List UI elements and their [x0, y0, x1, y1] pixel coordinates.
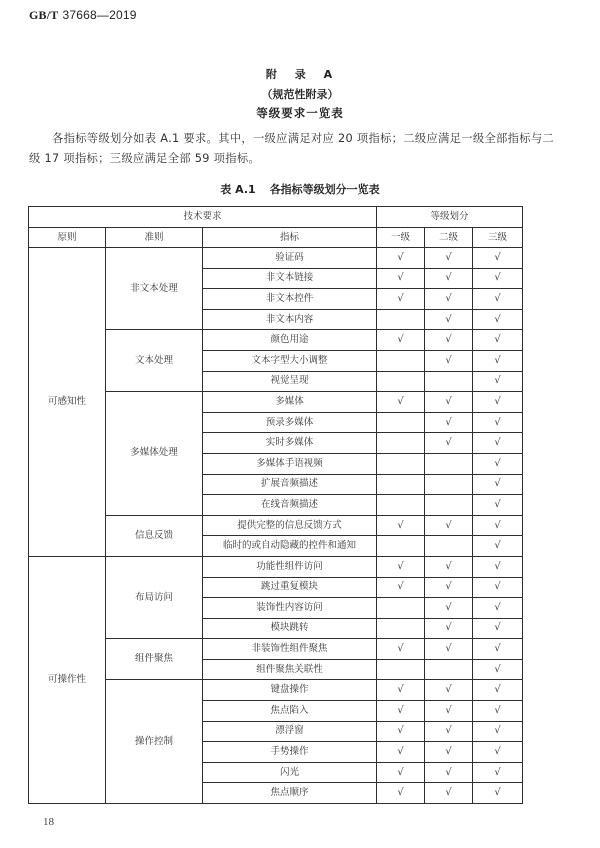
guideline-cell: 文本处理	[106, 330, 203, 392]
level-2-check-cell: √	[425, 248, 473, 269]
intro-paragraph: 各指标等级划分如表 A.1 要求。其中，一级应满足对应 20 项指标；二级应满足一级全部指标与二级 17 项指标；三级应满足全部 59 项指标。	[29, 132, 555, 165]
level-2-check-cell: √	[425, 762, 473, 783]
level-2-check-cell: √	[425, 515, 473, 536]
level-2-check-cell	[425, 453, 473, 474]
level-2-check-cell: √	[425, 433, 473, 454]
indicator-cell: 提供完整的信息反馈方式	[203, 515, 377, 536]
indicator-cell: 模块跳转	[203, 618, 377, 639]
col-header-level-2: 二级	[425, 228, 473, 248]
level-2-check-cell: √	[425, 742, 473, 763]
level-3-check-cell: √	[473, 453, 523, 474]
table-caption-number: 表 A.1	[220, 183, 256, 196]
level-2-check-cell	[425, 536, 473, 557]
level-2-check-cell: √	[425, 721, 473, 742]
level-3-check-cell: √	[473, 556, 523, 577]
indicator-cell: 焦点顺序	[203, 783, 377, 804]
level-1-check-cell: √	[377, 742, 425, 763]
level-3-check-cell: √	[473, 515, 523, 536]
level-3-check-cell: √	[473, 412, 523, 433]
level-2-check-cell: √	[425, 556, 473, 577]
level-3-check-cell: √	[473, 618, 523, 639]
level-1-check-cell: √	[377, 248, 425, 269]
indicator-cell: 临时的或自动隐藏的控件和通知	[203, 536, 377, 557]
level-3-check-cell: √	[473, 659, 523, 680]
level-3-check-cell: √	[473, 742, 523, 763]
indicator-cell: 扩展音频描述	[203, 474, 377, 495]
level-1-check-cell: √	[377, 762, 425, 783]
level-1-check-cell: √	[377, 289, 425, 310]
annex-name: 等级要求一览表	[256, 106, 344, 120]
level-2-check-cell: √	[425, 701, 473, 722]
guideline-cell: 信息反馈	[106, 515, 203, 556]
level-1-check-cell	[377, 309, 425, 330]
table-caption	[0, 181, 600, 197]
level-3-check-cell: √	[473, 474, 523, 495]
level-2-check-cell: √	[425, 289, 473, 310]
level-2-check-cell	[425, 659, 473, 680]
principle-cell: 可操作性	[29, 556, 106, 803]
level-2-check-cell	[425, 495, 473, 516]
level-1-check-cell	[377, 495, 425, 516]
level-3-check-cell: √	[473, 289, 523, 310]
level-1-check-cell	[377, 371, 425, 392]
level-1-check-cell	[377, 433, 425, 454]
header-grade-division: 等级划分	[377, 207, 523, 228]
level-2-check-cell: √	[425, 639, 473, 660]
level-1-check-cell	[377, 453, 425, 474]
level-2-check-cell: √	[425, 309, 473, 330]
indicator-cell: 实时多媒体	[203, 433, 377, 454]
indicator-cell: 预录多媒体	[203, 412, 377, 433]
level-1-check-cell	[377, 536, 425, 557]
level-2-check-cell: √	[425, 350, 473, 371]
indicator-cell: 非文本链接	[203, 268, 377, 289]
table-column-header-row	[29, 228, 523, 248]
level-1-check-cell: √	[377, 577, 425, 598]
standard-code	[29, 8, 137, 23]
level-1-check-cell	[377, 598, 425, 619]
level-3-check-cell: √	[473, 721, 523, 742]
level-2-check-cell: √	[425, 392, 473, 413]
level-2-check-cell: √	[425, 412, 473, 433]
standard-number: 37668—2019	[62, 8, 137, 22]
guideline-cell: 布局访问	[106, 556, 203, 638]
indicator-cell: 多媒体手语视频	[203, 453, 377, 474]
standard-prefix: GB/T	[29, 8, 59, 22]
table-caption-title: 各指标等级划分一览表	[269, 183, 380, 196]
indicator-cell: 文本字型大小调整	[203, 350, 377, 371]
level-1-check-cell: √	[377, 701, 425, 722]
guideline-cell: 组件聚焦	[106, 639, 203, 680]
col-header-indicator: 指标	[203, 228, 377, 248]
guideline-cell: 多媒体处理	[106, 392, 203, 516]
level-3-check-cell: √	[473, 495, 523, 516]
level-1-check-cell	[377, 350, 425, 371]
level-3-check-cell: √	[473, 598, 523, 619]
level-3-check-cell: √	[473, 762, 523, 783]
indicator-cell: 非装饰性组件聚焦	[203, 639, 377, 660]
indicator-cell: 焦点陷入	[203, 701, 377, 722]
level-2-check-cell: √	[425, 577, 473, 598]
level-3-check-cell: √	[473, 680, 523, 701]
annex-title: 附 录 A	[265, 68, 335, 81]
level-1-check-cell	[377, 412, 425, 433]
level-2-check-cell	[425, 371, 473, 392]
level-3-check-cell: √	[473, 433, 523, 454]
level-1-check-cell: √	[377, 556, 425, 577]
table-row	[29, 248, 523, 269]
level-2-check-cell: √	[425, 680, 473, 701]
level-1-check-cell	[377, 659, 425, 680]
level-1-check-cell	[377, 474, 425, 495]
indicator-cell: 视觉呈现	[203, 371, 377, 392]
indicator-cell: 漂浮窗	[203, 721, 377, 742]
level-3-check-cell: √	[473, 268, 523, 289]
level-1-check-cell: √	[377, 639, 425, 660]
indicator-cell: 装饰性内容访问	[203, 598, 377, 619]
level-2-check-cell: √	[425, 330, 473, 351]
indicator-cell: 组件聚焦关联性	[203, 659, 377, 680]
level-3-check-cell: √	[473, 783, 523, 804]
level-3-check-cell: √	[473, 309, 523, 330]
level-2-check-cell: √	[425, 618, 473, 639]
indicator-cell: 非文本内容	[203, 309, 377, 330]
indicator-cell: 在线音频描述	[203, 495, 377, 516]
col-header-level-3: 三级	[473, 228, 523, 248]
indicator-cell: 非文本控件	[203, 289, 377, 310]
page-number: 18	[43, 816, 54, 828]
indicator-cell: 键盘操作	[203, 680, 377, 701]
level-1-check-cell: √	[377, 515, 425, 536]
indicator-cell: 闪光	[203, 762, 377, 783]
level-3-check-cell: √	[473, 577, 523, 598]
level-1-check-cell	[377, 618, 425, 639]
indicator-cell: 颜色用途	[203, 330, 377, 351]
table-row	[29, 556, 523, 577]
level-1-check-cell: √	[377, 392, 425, 413]
level-3-check-cell: √	[473, 330, 523, 351]
indicator-cell: 多媒体	[203, 392, 377, 413]
indicator-cell: 跳过重复模块	[203, 577, 377, 598]
level-2-check-cell	[425, 474, 473, 495]
guideline-cell: 操作控制	[106, 680, 203, 804]
level-1-check-cell: √	[377, 783, 425, 804]
level-2-check-cell: √	[425, 268, 473, 289]
indicator-cell: 功能性组件访问	[203, 556, 377, 577]
col-header-guideline: 准则	[106, 228, 203, 248]
level-3-check-cell: √	[473, 392, 523, 413]
level-3-check-cell: √	[473, 639, 523, 660]
level-2-check-cell: √	[425, 598, 473, 619]
col-header-principle: 原则	[29, 228, 106, 248]
level-3-check-cell: √	[473, 701, 523, 722]
indicator-cell: 验证码	[203, 248, 377, 269]
col-header-level-1: 一级	[377, 228, 425, 248]
level-3-check-cell: √	[473, 248, 523, 269]
indicator-cell: 手势操作	[203, 742, 377, 763]
annex-type: （规范性附录）	[261, 88, 339, 101]
level-1-check-cell: √	[377, 268, 425, 289]
level-3-check-cell: √	[473, 371, 523, 392]
level-1-check-cell: √	[377, 721, 425, 742]
table-group-header-row	[29, 207, 523, 228]
level-1-check-cell: √	[377, 330, 425, 351]
level-2-check-cell: √	[425, 783, 473, 804]
guideline-cell: 非文本处理	[106, 248, 203, 330]
level-1-check-cell: √	[377, 680, 425, 701]
principle-cell: 可感知性	[29, 248, 106, 557]
level-3-check-cell: √	[473, 350, 523, 371]
grade-table	[28, 206, 523, 804]
header-technical-requirements: 技术要求	[29, 207, 377, 228]
level-3-check-cell: √	[473, 536, 523, 557]
